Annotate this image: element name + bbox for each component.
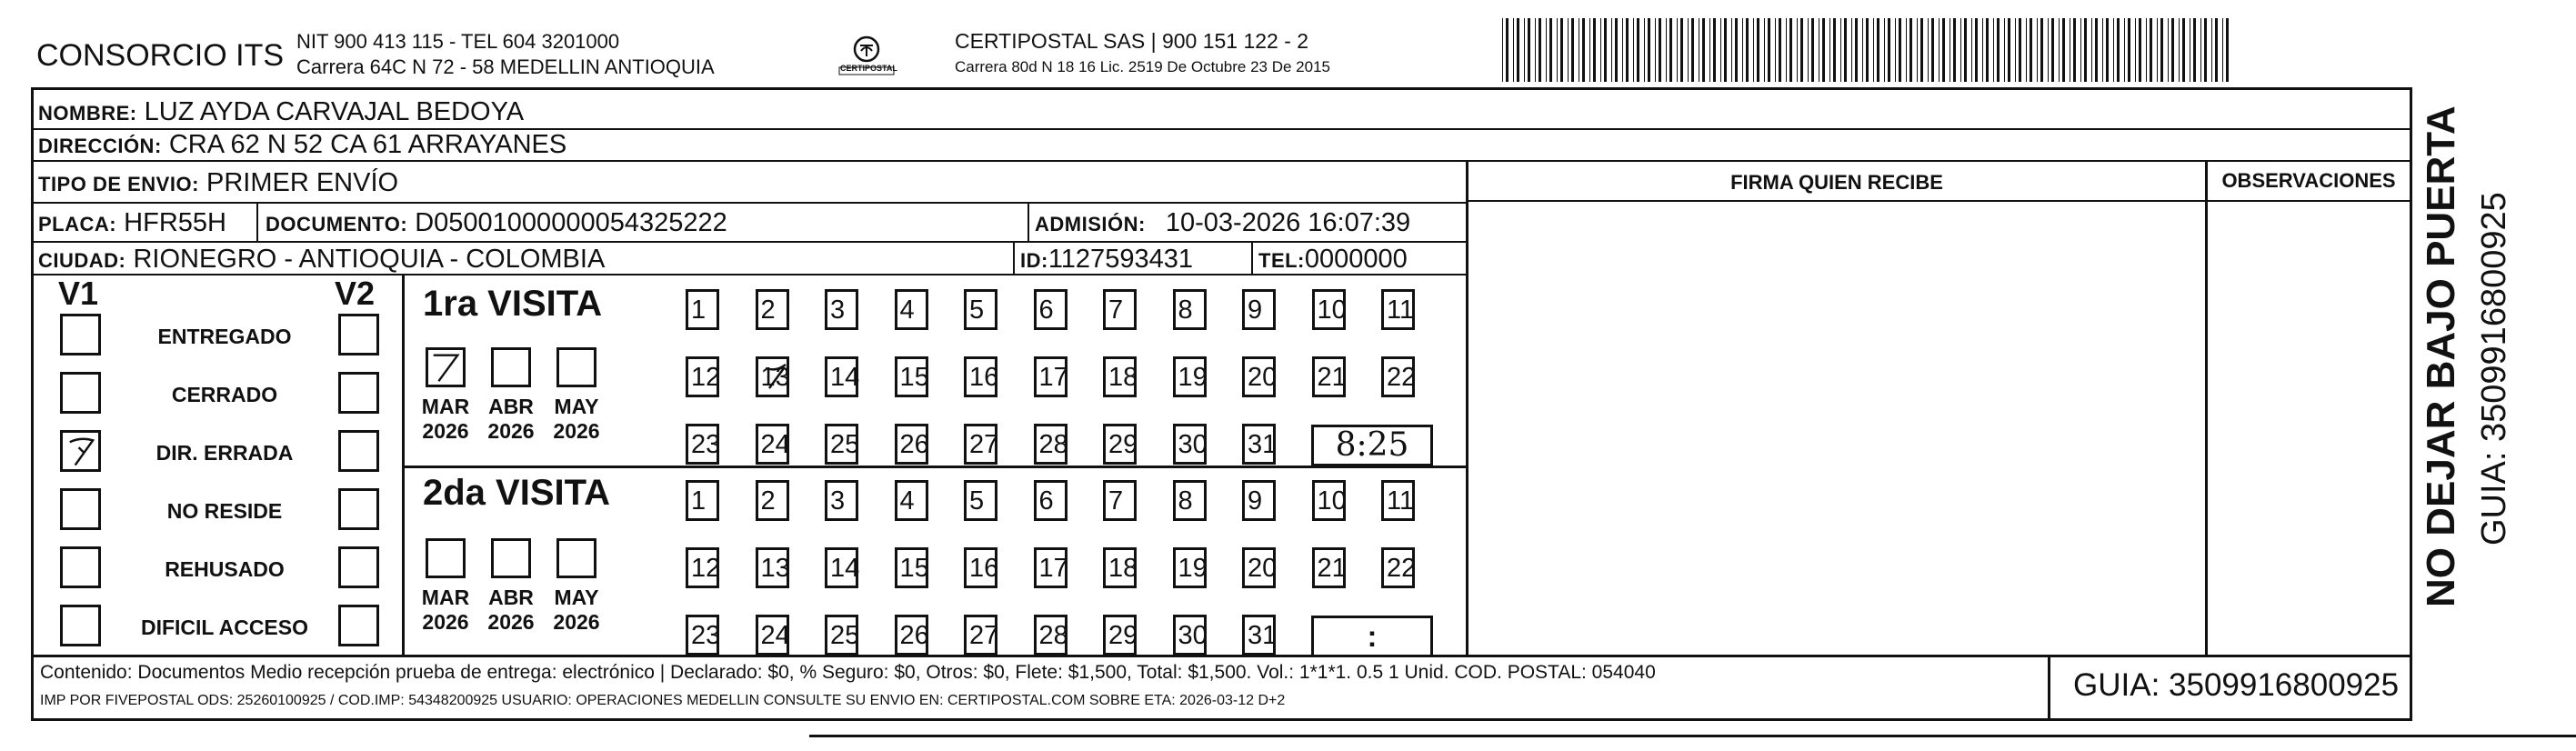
footer-print-info: IMP POR FIVEPOSTAL ODS: 25260100925 / COD.IMP: 54348200925 USUARIO: OPERACIONES MEDELLIN CONSULTE SU ENVIO EN: CERTIPOSTAL.COM SOBRE ETA: 2026-03-12 D+2	[40, 693, 1286, 708]
year-label: 2026	[422, 419, 469, 443]
barcode-bar	[2019, 18, 2021, 82]
barcode-bar	[1909, 18, 1912, 82]
status-label: ENTREGADO	[157, 325, 292, 348]
barcode-bar	[1589, 18, 1590, 82]
month-label: MAY	[554, 395, 599, 418]
day-box[interactable]: 7	[1103, 289, 1137, 330]
barcode-bar	[1800, 18, 1803, 82]
barcode-bar	[2171, 18, 2174, 82]
barcode-bar	[1524, 18, 1525, 82]
barcode-bar	[1611, 18, 1612, 82]
barcode-bar	[1764, 18, 1765, 82]
barcode-bar	[1786, 18, 1787, 82]
barcode-bar	[1942, 18, 1945, 82]
signature-area[interactable]	[1468, 202, 2205, 655]
barcode-bar	[1571, 18, 1574, 82]
barcode-bar	[2168, 18, 2169, 82]
status-label: CERRADO	[171, 383, 278, 406]
day-box[interactable]: 30	[1173, 424, 1207, 465]
barcode-bar	[2080, 18, 2081, 82]
barcode-bar	[2113, 18, 2114, 82]
v1-checkbox[interactable]	[60, 546, 101, 588]
v2-checkbox[interactable]	[338, 605, 379, 646]
barcode-bar	[2084, 18, 2087, 82]
barcode-bar	[1669, 18, 1672, 82]
v2-checkbox[interactable]	[338, 430, 379, 472]
barcode-bar	[2179, 18, 2180, 82]
barcode-bar	[1833, 18, 1836, 82]
day-box[interactable]: 4	[895, 480, 928, 521]
barcode-bar	[2128, 18, 2130, 82]
barcode-bar	[1691, 18, 1694, 82]
month-checkbox[interactable]	[491, 538, 531, 578]
barcode-bar	[2008, 18, 2010, 82]
barcode-bar	[2015, 18, 2016, 82]
tipo-envio-row	[38, 167, 398, 200]
barcode-bar	[1680, 18, 1683, 82]
day-box[interactable]: 4	[895, 289, 928, 330]
barcode-bar	[2062, 18, 2065, 82]
barcode-bar	[1895, 18, 1896, 82]
month-checkbox[interactable]	[426, 538, 466, 578]
day-box[interactable]: 2	[756, 289, 789, 330]
company-name: CONSORCIO ITS	[36, 38, 285, 73]
tipo-envio-label: TIPO DE ENVIO:	[38, 173, 199, 195]
barcode-bar	[2026, 18, 2027, 82]
barcode-bar	[2095, 18, 2098, 82]
barcode-bar	[1735, 18, 1738, 82]
direccion-row	[38, 129, 566, 162]
day-box[interactable]: 31	[1242, 424, 1276, 465]
month-label: ABR	[488, 586, 534, 609]
day-box[interactable]: 17	[1034, 547, 1067, 588]
v2-checkbox[interactable]	[338, 546, 379, 588]
day-box[interactable]: 19	[1173, 356, 1207, 397]
ciudad-value: RIONEGRO - ANTIOQUIA - COLOMBIA	[133, 245, 606, 274]
month-checkbox[interactable]	[556, 538, 596, 578]
status-label: DIR. ERRADA	[155, 441, 294, 465]
barcode-bar	[2124, 18, 2125, 82]
v2-checkbox[interactable]	[338, 314, 379, 355]
day-box[interactable]: 23	[686, 615, 719, 656]
day-box[interactable]: 10	[1312, 480, 1346, 521]
barcode-bar	[1789, 18, 1792, 82]
barcode-bar	[1615, 18, 1618, 82]
day-box[interactable]: 16	[964, 356, 997, 397]
day-box[interactable]: 5	[964, 480, 997, 521]
v1-checkbox[interactable]	[60, 488, 101, 530]
barcode-bar	[1568, 18, 1569, 82]
status-label: DIFICIL ACCESO	[140, 616, 308, 639]
barcode-bar	[1775, 18, 1776, 82]
documento-label: DOCUMENTO:	[266, 213, 408, 235]
admision-label: ADMISIÓN:	[1035, 213, 1146, 235]
day-box[interactable]: 26	[895, 615, 928, 656]
v1-checkbox[interactable]	[60, 605, 101, 646]
barcode-bar	[1906, 18, 1907, 82]
barcode-bar	[2160, 18, 2163, 82]
barcode-bar	[2211, 18, 2212, 82]
day-box[interactable]: 2	[756, 480, 789, 521]
barcode-bar	[1873, 18, 1874, 82]
day-box[interactable]: 26	[895, 424, 928, 465]
year-label: 2026	[553, 610, 600, 634]
day-box[interactable]: 12	[686, 356, 719, 397]
nombre-value: LUZ AYDA CARVAJAL BEDOYA	[144, 97, 525, 126]
tel-value: 0000000	[1304, 245, 1408, 274]
barcode-bar	[1928, 18, 1929, 82]
year-label: 2026	[553, 419, 600, 443]
day-box[interactable]: 5	[964, 289, 997, 330]
placa-row	[38, 207, 226, 240]
day-box[interactable]: 9	[1242, 480, 1276, 521]
barcode-bar	[1582, 18, 1585, 82]
day-box[interactable]: 27	[964, 424, 997, 465]
day-box[interactable]: 1	[686, 480, 719, 521]
barcode-bar	[2193, 18, 2196, 82]
day-box[interactable]: 14	[825, 356, 858, 397]
observaciones-title: OBSERVACIONES	[2221, 169, 2396, 192]
month-checkbox[interactable]	[426, 347, 466, 387]
day-box[interactable]: 18	[1103, 547, 1137, 588]
nombre-label: NOMBRE:	[38, 102, 137, 125]
day-box[interactable]: 6	[1034, 480, 1067, 521]
barcode-bar	[1829, 18, 1830, 82]
barcode-bar	[2215, 18, 2218, 82]
logo-text: CERTIPOSTAL	[840, 64, 897, 73]
time-box[interactable]: :	[1311, 616, 1433, 657]
barcode-bar	[1855, 18, 1858, 82]
barcode-bar	[1746, 18, 1749, 82]
tel-label: TEL:	[1258, 249, 1305, 272]
v2-checkbox[interactable]	[338, 372, 379, 414]
day-box[interactable]: 11	[1381, 480, 1415, 521]
day-box[interactable]: 20	[1242, 356, 1276, 397]
barcode-bar	[1677, 18, 1678, 82]
admision-row	[1035, 207, 1410, 240]
direccion-value: CRA 62 N 52 CA 61 ARRAYANES	[168, 130, 567, 159]
placa-value: HFR55H	[124, 208, 226, 237]
barcode-bar	[1644, 18, 1645, 82]
ciudad-row	[38, 244, 605, 276]
barcode-bar	[1648, 18, 1650, 82]
barcode-bar	[1535, 18, 1536, 82]
first-visit-title: 1ra VISITA	[423, 284, 603, 324]
day-box[interactable]: 13	[756, 547, 789, 588]
barcode-bar	[1822, 18, 1825, 82]
barcode-bar	[1986, 18, 1989, 82]
barcode-bar	[2157, 18, 2158, 82]
nombre-row	[38, 96, 524, 129]
day-box[interactable]: 8	[1173, 289, 1207, 330]
day-box[interactable]: 28	[1034, 615, 1067, 656]
barcode-bar	[2182, 18, 2185, 82]
barcode	[1500, 18, 2232, 82]
day-box[interactable]: 22	[1381, 356, 1415, 397]
barcode-bar	[1939, 18, 1940, 82]
month-label: MAY	[554, 586, 599, 609]
barcode-bar	[1502, 18, 1503, 82]
barcode-bar	[2106, 18, 2109, 82]
day-box[interactable]: 8	[1173, 480, 1207, 521]
id-row	[1020, 244, 1193, 276]
no-dejar-warning: NO DEJAR BAJO PUERTA	[2419, 105, 2463, 607]
day-box[interactable]: 11	[1381, 289, 1415, 330]
barcode-bar	[1877, 18, 1879, 82]
barcode-bar	[1866, 18, 1869, 82]
certipostal-logo	[835, 33, 898, 80]
barcode-bar	[1840, 18, 1841, 82]
day-box[interactable]: 9	[1242, 289, 1276, 330]
barcode-bar	[2200, 18, 2201, 82]
barcode-bar	[1975, 18, 1978, 82]
barcode-bar	[1851, 18, 1852, 82]
barcode-bar	[1560, 18, 1563, 82]
barcode-bar	[1993, 18, 1994, 82]
carrier-name: CERTIPOSTAL SAS | 900 151 122 - 2	[955, 29, 1309, 53]
barcode-bar	[1779, 18, 1781, 82]
tipo-envio-value: PRIMER ENVÍO	[205, 168, 399, 197]
carrier-license: Carrera 80d N 18 16 Lic. 2519 De Octubre 23 De 2015	[955, 58, 1330, 75]
barcode-bar	[1920, 18, 1923, 82]
day-box[interactable]: 21	[1312, 547, 1346, 588]
barcode-bar	[1666, 18, 1667, 82]
day-box[interactable]: 12	[686, 547, 719, 588]
day-box[interactable]: 1	[686, 289, 719, 330]
day-box[interactable]: 27	[964, 615, 997, 656]
day-box[interactable]: 29	[1103, 615, 1137, 656]
time-box[interactable]: 8:25	[1311, 425, 1433, 466]
day-box[interactable]: 28	[1034, 424, 1067, 465]
barcode-bar	[1713, 18, 1716, 82]
v2-checkbox[interactable]	[338, 488, 379, 530]
barcode-bar	[1539, 18, 1541, 82]
barcode-bar	[2102, 18, 2103, 82]
barcode-bar	[2048, 18, 2049, 82]
barcode-bar	[1659, 18, 1661, 82]
barcode-bar	[1549, 18, 1552, 82]
barcode-bar	[1862, 18, 1863, 82]
barcode-bar	[1917, 18, 1918, 82]
barcode-bar	[1720, 18, 1721, 82]
day-box[interactable]: 17	[1034, 356, 1067, 397]
barcode-bar	[1688, 18, 1689, 82]
barcode-bar	[1557, 18, 1558, 82]
day-box[interactable]: 23	[686, 424, 719, 465]
barcode-bar	[1888, 18, 1890, 82]
day-box[interactable]: 30	[1173, 615, 1207, 656]
admision-value: 10-03-2026 16:07:39	[1165, 208, 1411, 237]
day-box[interactable]: 7	[1103, 480, 1137, 521]
barcode-bar	[2150, 18, 2152, 82]
barcode-bar	[2091, 18, 2092, 82]
barcode-bar	[1931, 18, 1934, 82]
footer-content: Contenido: Documentos Medio recepción prueba de entrega: electrónico | Declarado: $0, % Seguro: $0, Otros: $0, Flete: $1,500, Total: $1,500. Vol.: 1*1*1. 0.5 1 Unid. COD. POSTAL: 054040	[40, 662, 1656, 683]
barcode-bar	[2222, 18, 2223, 82]
barcode-bar	[1626, 18, 1629, 82]
day-box[interactable]: 14	[825, 547, 858, 588]
year-label: 2026	[422, 610, 469, 634]
id-value: 1127593431	[1047, 245, 1193, 274]
documento-row	[266, 207, 727, 240]
ciudad-label: CIUDAD:	[38, 249, 126, 272]
barcode-bar	[2139, 18, 2141, 82]
barcode-bar	[2040, 18, 2043, 82]
barcode-bar	[1884, 18, 1885, 82]
barcode-bar	[1811, 18, 1814, 82]
barcode-bar	[1757, 18, 1759, 82]
tel-row	[1258, 244, 1408, 276]
barcode-bar	[1637, 18, 1639, 82]
company-address: Carrera 64C N 72 - 58 MEDELLIN ANTIOQUIA	[296, 55, 715, 78]
barcode-bar	[2030, 18, 2032, 82]
day-box[interactable]: 21	[1312, 356, 1346, 397]
barcode-bar	[1546, 18, 1547, 82]
barcode-bar	[1513, 18, 1514, 82]
day-box[interactable]: 10	[1312, 289, 1346, 330]
month-checkbox[interactable]	[556, 347, 596, 387]
barcode-bar	[1604, 18, 1607, 82]
month-label: MAR	[421, 586, 470, 609]
barcode-bar	[1982, 18, 1983, 82]
barcode-bar	[1960, 18, 1961, 82]
barcode-bar	[2146, 18, 2147, 82]
barcode-bar	[1971, 18, 1972, 82]
barcode-bar	[2004, 18, 2005, 82]
month-label: MAR	[421, 395, 470, 418]
footer-guia: GUIA: 3509916800925	[2073, 667, 2400, 703]
day-box[interactable]: 18	[1103, 356, 1137, 397]
day-box[interactable]: 25	[825, 615, 858, 656]
day-box[interactable]: 31	[1242, 615, 1276, 656]
v1-checkbox[interactable]	[60, 372, 101, 414]
barcode-bar	[1528, 18, 1530, 82]
barcode-bar	[1622, 18, 1623, 82]
barcode-bar	[1742, 18, 1743, 82]
barcode-bar	[1899, 18, 1901, 82]
barcode-bar	[1808, 18, 1809, 82]
day-box[interactable]: 24	[756, 615, 789, 656]
barcode-bar	[1633, 18, 1634, 82]
v1-checkbox[interactable]	[60, 430, 101, 472]
day-box[interactable]: 16	[964, 547, 997, 588]
day-box[interactable]: 29	[1103, 424, 1137, 465]
barcode-bar	[1593, 18, 1596, 82]
side-guia: GUIA: 3509916800925	[2475, 192, 2513, 546]
placa-label: PLACA:	[38, 213, 117, 235]
day-box[interactable]: 24	[756, 424, 789, 465]
barcode-bar	[2073, 18, 2076, 82]
barcode-bar	[1600, 18, 1601, 82]
status-label: REHUSADO	[165, 557, 285, 581]
barcode-bar	[1517, 18, 1519, 82]
barcode-bar	[1655, 18, 1656, 82]
day-mark	[764, 363, 787, 392]
id-label: ID:	[1020, 249, 1048, 272]
barcode-bar	[1709, 18, 1710, 82]
documento-value: D05001000000054325222	[415, 208, 727, 237]
day-box[interactable]: 3	[825, 480, 858, 521]
barcode-bar	[2059, 18, 2060, 82]
observations-area[interactable]	[2208, 202, 2410, 655]
barcode-bar	[1997, 18, 2000, 82]
day-box[interactable]: 22	[1381, 547, 1415, 588]
company-nit: NIT 900 413 115 - TEL 604 3201000	[296, 30, 620, 53]
day-box[interactable]: 13	[756, 356, 789, 397]
firma-title: FIRMA QUIEN RECIBE	[1730, 171, 1943, 194]
v1-checkbox[interactable]	[60, 314, 101, 355]
barcode-bar	[1731, 18, 1732, 82]
day-box[interactable]: 15	[895, 547, 928, 588]
direccion-label: DIRECCIÓN:	[38, 135, 162, 157]
second-visit-title: 2da VISITA	[423, 473, 610, 513]
barcode-bar	[1724, 18, 1727, 82]
day-box[interactable]: 25	[825, 424, 858, 465]
status-label: NO RESIDE	[166, 499, 283, 523]
barcode-bar	[1506, 18, 1509, 82]
barcode-bar	[2226, 18, 2229, 82]
barcode-bar	[1844, 18, 1847, 82]
barcode-bar	[1753, 18, 1754, 82]
day-box[interactable]: 6	[1034, 289, 1067, 330]
barcode-bar	[2117, 18, 2120, 82]
month-label: ABR	[488, 395, 534, 418]
day-box[interactable]: 20	[1242, 547, 1276, 588]
day-box[interactable]: 15	[895, 356, 928, 397]
barcode-bar	[2204, 18, 2207, 82]
barcode-bar	[1702, 18, 1705, 82]
year-label: 2026	[487, 610, 535, 634]
barcode-bar	[1953, 18, 1956, 82]
day-box[interactable]: 19	[1173, 547, 1207, 588]
barcode-bar	[2135, 18, 2136, 82]
v2-label: V2	[335, 275, 376, 312]
v1-label: V1	[58, 275, 99, 312]
year-label: 2026	[487, 419, 535, 443]
month-checkbox[interactable]	[491, 347, 531, 387]
barcode-bar	[1797, 18, 1798, 82]
barcode-bar	[1964, 18, 1967, 82]
barcode-bar	[2051, 18, 2054, 82]
barcode-bar	[1768, 18, 1770, 82]
barcode-bar	[2037, 18, 2038, 82]
day-box[interactable]: 3	[825, 289, 858, 330]
